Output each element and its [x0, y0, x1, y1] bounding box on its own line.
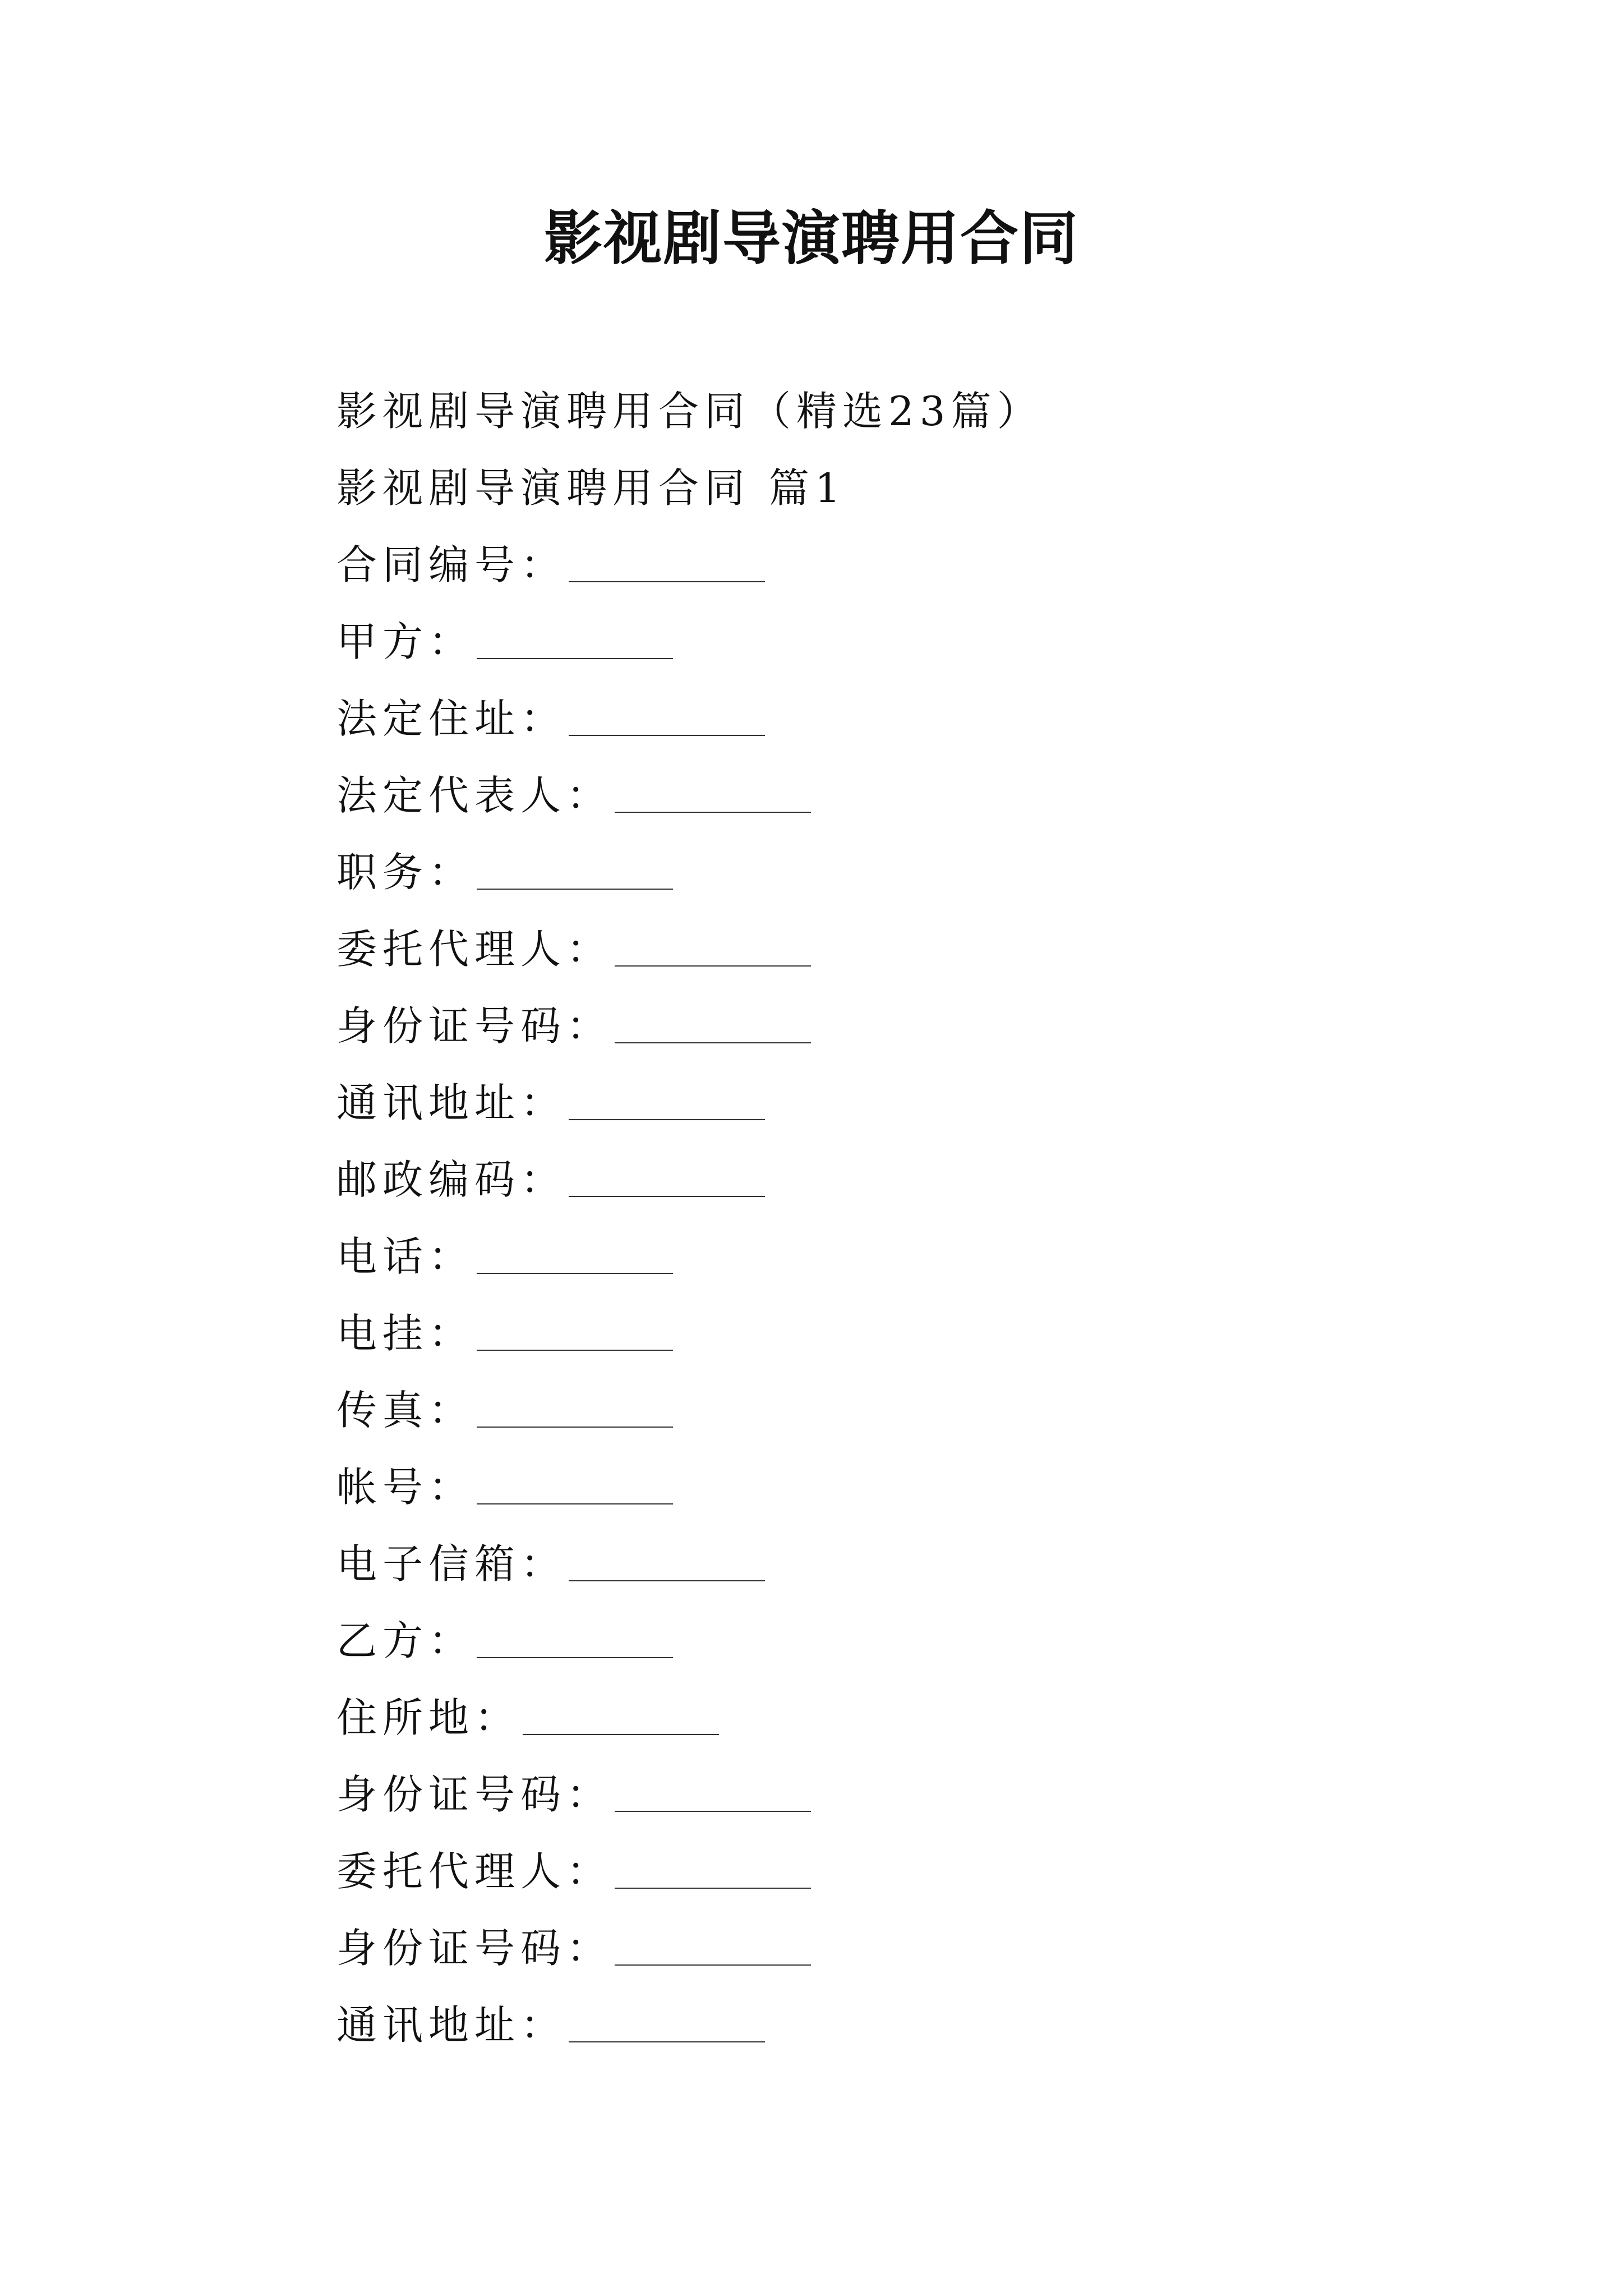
- field-id-number-b: [336, 1756, 1514, 1833]
- fill-in-blank[interactable]: [477, 1237, 673, 1274]
- field-account: [336, 1449, 1514, 1526]
- fill-in-blank[interactable]: [569, 2005, 765, 2042]
- field-label: 合同编号：: [336, 541, 567, 588]
- fill-in-blank[interactable]: [615, 776, 811, 813]
- field-label: 身份证号码：: [336, 1771, 613, 1818]
- field-label: 法定住址：: [336, 695, 567, 742]
- field-label: 甲方：: [336, 618, 475, 665]
- fill-in-blank[interactable]: [615, 1929, 811, 1966]
- field-id-number-a: [336, 988, 1514, 1065]
- document-title: 影视剧导演聘用合同: [543, 204, 1079, 273]
- field-label: 委托代理人：: [336, 926, 613, 973]
- field-postal-code: [336, 1142, 1514, 1218]
- field-agent-b: [336, 1833, 1514, 1910]
- fill-in-blank[interactable]: [615, 930, 811, 967]
- fill-in-blank[interactable]: [569, 545, 765, 582]
- field-email: [336, 1526, 1514, 1603]
- field-agent-b-id-number: [336, 1910, 1514, 1987]
- fill-in-blank[interactable]: [477, 853, 673, 890]
- fill-in-blank[interactable]: [477, 1467, 673, 1504]
- field-position: [336, 834, 1514, 911]
- field-label: 委托代理人：: [336, 1848, 613, 1895]
- fill-in-blank[interactable]: [477, 1314, 673, 1351]
- field-label: 电话：: [336, 1233, 475, 1280]
- field-agent-a: [336, 911, 1514, 988]
- field-legal-address: [336, 680, 1514, 757]
- field-label: 电子信箱：: [336, 1540, 567, 1588]
- fill-in-blank[interactable]: [569, 1544, 765, 1581]
- field-telegraph: [336, 1295, 1514, 1372]
- fill-in-blank[interactable]: [477, 622, 673, 659]
- field-mailing-address-b: [336, 1987, 1514, 2064]
- field-label: 电挂：: [336, 1310, 475, 1357]
- fill-in-blank[interactable]: [615, 1775, 811, 1812]
- fill-in-blank[interactable]: [569, 1160, 765, 1197]
- field-label: 邮政编码：: [336, 1156, 567, 1203]
- field-legal-representative: [336, 757, 1514, 834]
- field-residence: [336, 1680, 1514, 1756]
- field-party-a: [336, 604, 1514, 680]
- field-label: 身份证号码：: [336, 1002, 613, 1050]
- fill-in-blank[interactable]: [477, 1621, 673, 1658]
- field-label: 乙方：: [336, 1617, 475, 1664]
- field-label: 通讯地址：: [336, 1079, 567, 1126]
- fill-in-blank[interactable]: [477, 1391, 673, 1428]
- field-label: 传真：: [336, 1387, 475, 1434]
- field-fax: [336, 1372, 1514, 1449]
- field-label: 法定代表人：: [336, 772, 613, 819]
- document-body: [336, 373, 1514, 2064]
- field-contract-number: [336, 527, 1514, 604]
- section-heading: 影视剧导演聘用合同 篇1: [336, 464, 846, 512]
- fill-in-blank[interactable]: [569, 1083, 765, 1120]
- fill-in-blank[interactable]: [569, 699, 765, 736]
- fill-in-blank[interactable]: [615, 1006, 811, 1043]
- field-mailing-address-a: [336, 1065, 1514, 1142]
- fill-in-blank[interactable]: [615, 1852, 811, 1889]
- document-subtitle: 影视剧导演聘用合同（精选23篇）: [336, 388, 1043, 435]
- field-label: 身份证号码：: [336, 1925, 613, 1972]
- field-label: 通讯地址：: [336, 2001, 567, 2049]
- field-label: 职务：: [336, 849, 475, 896]
- field-phone: [336, 1218, 1514, 1295]
- field-label: 住所地：: [336, 1694, 521, 1741]
- field-party-b: [336, 1603, 1514, 1680]
- fill-in-blank[interactable]: [523, 1698, 719, 1735]
- field-label: 帐号：: [336, 1464, 475, 1511]
